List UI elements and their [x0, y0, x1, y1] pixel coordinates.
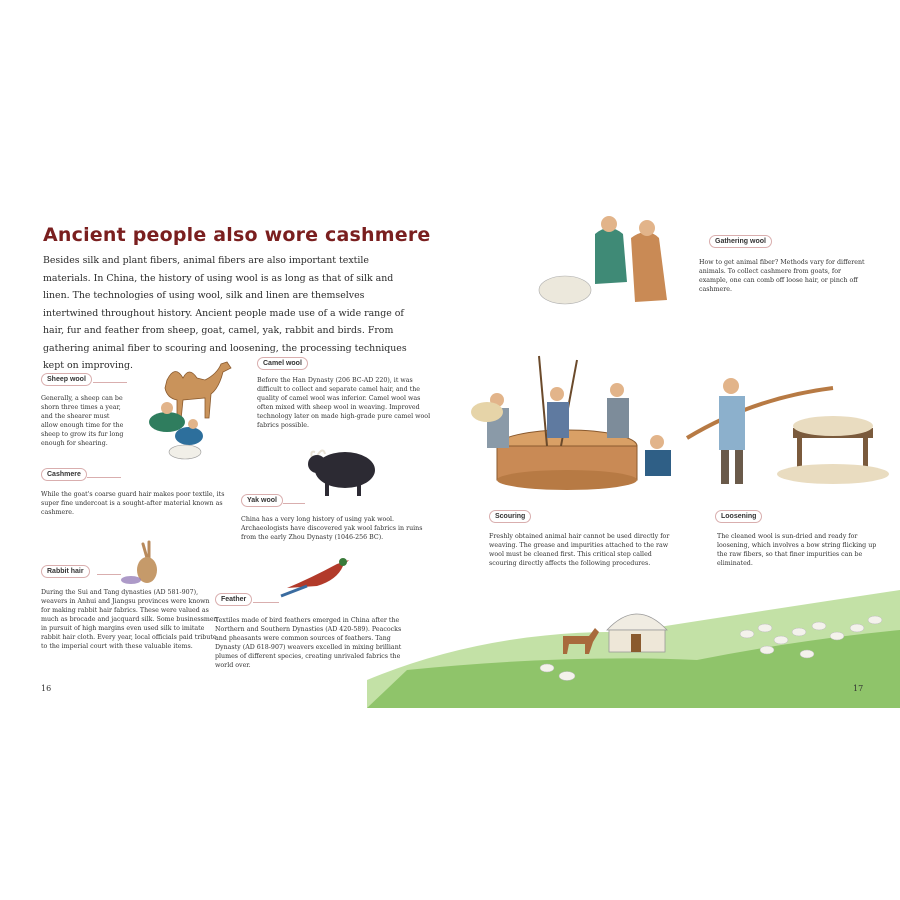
text-cashmere: While the goat's coarse guard hair makes poor textile, its super fine undercoat is a sought-after material known as cashmere.	[41, 491, 225, 516]
camel-and-shearers-illustration	[127, 358, 247, 458]
intro-paragraph: Besides silk and plant fibers, animal fibers are also important textile materials. In China, the history of using wool is as long as that of silk and linen. The technologies of using wool, silk and linen are themselves intertwined throughout history. Ancient people made use of a wide range of hair, fur and feather from sheep, goat, camel, yak, rabbit and birds. From gathering animal fiber to scouring and loosening, the processing techniques kept on improving.	[43, 255, 407, 371]
text-camel-wool: Before the Han Dynasty (206 BC-AD 220), it was difficult to collect and separate camel hair, and the quality of camel wool was inferior. Camel wool was often mixed with sheep wool in weaving. Improved technology later on made high-grade pure camel wool fabrics possible.	[257, 377, 431, 429]
book-spread	[27, 200, 900, 708]
leader-line	[283, 503, 305, 504]
leader-line	[253, 602, 279, 603]
page-number-right: 17	[853, 684, 864, 693]
text-rabbit-hair: During the Sui and Tang dynasties (AD 581-907), weavers in Anhui and Jiangsu provinces were known for making rabbit hair fabrics. These were valued as much as brocade and jacquard silk. Some businessmen in pursuit of high margins even used silk to imitate rabbit hair cloth. Every year, local officials paid tribute to the imperial court with these valuable items.	[41, 589, 218, 650]
label-camel-wool: Camel wool	[257, 357, 308, 370]
page-number-left: 16	[41, 684, 52, 693]
rabbit-illustration	[117, 540, 167, 585]
label-loosening: Loosening	[715, 510, 762, 523]
leader-line	[87, 477, 121, 478]
label-rabbit-hair: Rabbit hair	[41, 565, 90, 578]
grassland-landscape-illustration	[367, 570, 900, 708]
label-cashmere: Cashmere	[41, 468, 87, 481]
label-scouring: Scouring	[489, 510, 531, 523]
text-scouring: Freshly obtained animal hair cannot be used directly for weaving. The grease and impurities attached to the raw wool must be cleaned first. This critical step called scouring directly affects the following procedures.	[489, 533, 670, 567]
text-loosening: The cleaned wool is sun-dried and ready for loosening, which involves a bow string flicking up the raw fibers, so that finer impurities can be eliminated.	[717, 533, 877, 567]
text-yak-wool: China has a very long history of using yak wool. Archaeologists have discovered yak wool fabrics in ruins from the early Zhou Dynasty (1046-256 BC).	[241, 516, 423, 541]
leader-line	[93, 382, 127, 383]
loosening-illustration	[683, 368, 893, 498]
pheasant-illustration	[277, 552, 357, 602]
text-gathering-wool: How to get animal fiber? Methods vary for different animals. To collect cashmere from goats, for example, one can comb off loose hair, or pinch off cashmere.	[699, 259, 865, 293]
label-sheep-wool: Sheep wool	[41, 373, 92, 386]
text-sheep-wool: Generally, a sheep can be shorn three times a year, and the shearer must allow enough time for the sheep to grow its fur long enough for shearing.	[41, 395, 124, 447]
gathering-wool-illustration	[535, 204, 685, 314]
page-title: Ancient people also wore cashmere	[43, 224, 431, 246]
scouring-illustration	[457, 350, 687, 498]
label-yak-wool: Yak wool	[241, 494, 283, 507]
yak-illustration	[303, 442, 383, 502]
label-feather: Feather	[215, 593, 252, 606]
text-feather: Textiles made of bird feathers emerged in China after the Northern and Southern Dynasties (AD 420-589). Peacocks and pheasants were common sources of feathers. Tang Dynasty (AD 618-907) weavers excelled in mixing brilliant plumes of different species, creating unrivaled fabrics the world over.	[215, 617, 402, 669]
label-gathering-wool: Gathering wool	[709, 235, 772, 248]
leader-line	[97, 574, 121, 575]
